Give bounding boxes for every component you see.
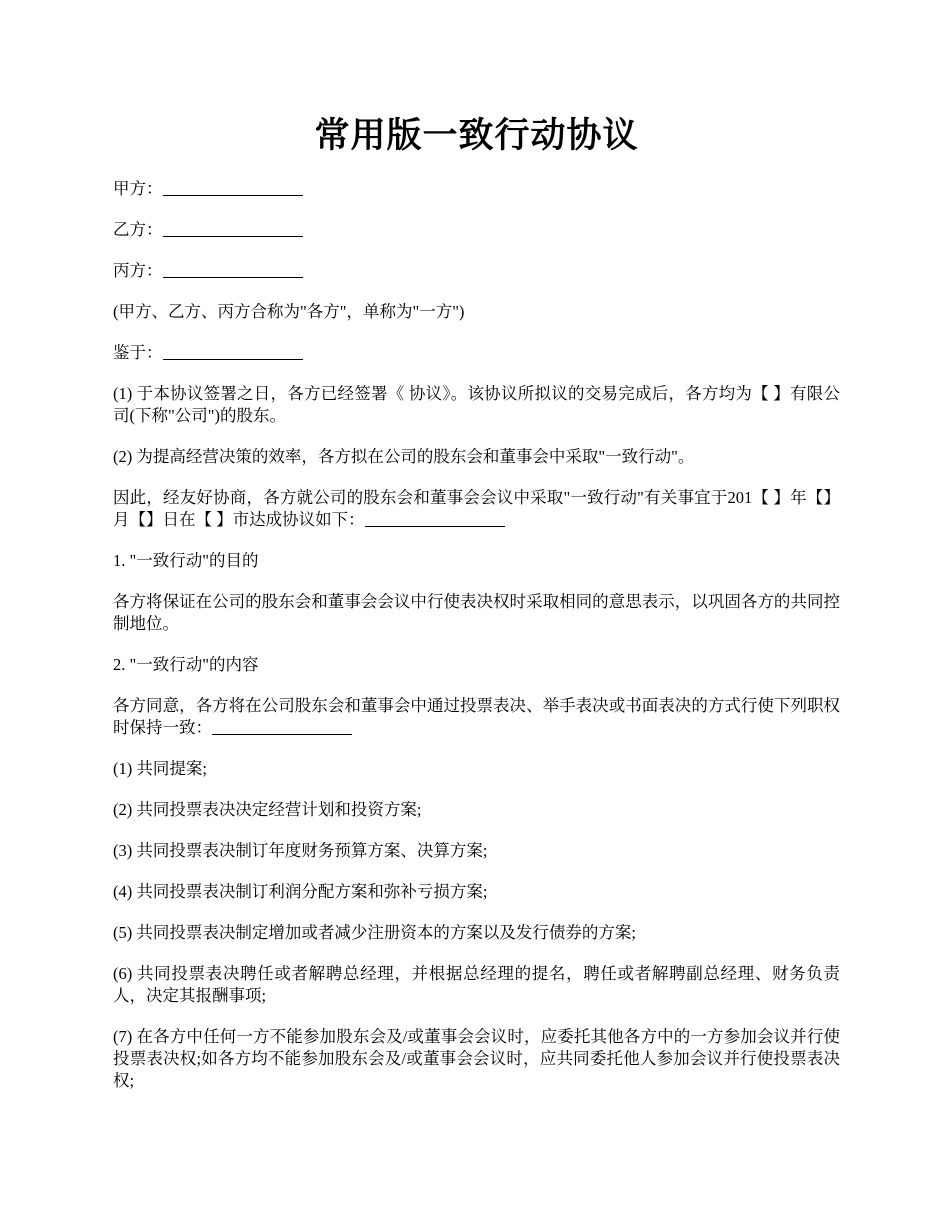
whereas-line (113, 342, 840, 364)
party-a-blank (163, 179, 303, 196)
document-page (113, 110, 840, 1111)
section-1-body: 各方将保证在公司的股东会和董事会会议中行使表决权时采取相同的意思表示，以巩固各方的共同控制地位。 (113, 592, 840, 633)
list-item: (6) 共同投票表决聘任或者解聘总经理，并根据总经理的提名，聘任或者解聘副总经理、财务负责人，决定其报酬事项; (113, 964, 840, 1005)
whereas-label: 鉴于： (113, 343, 163, 362)
party-a-line (113, 178, 840, 200)
list-item: (2) 共同投票表决决定经营计划和投资方案; (113, 800, 422, 819)
list-item: (1) 共同提案; (113, 759, 207, 778)
list-item: (5) 共同投票表决制定增加或者减少注册资本的方案以及发行债券的方案; (113, 923, 636, 942)
whereas-blank (163, 343, 303, 360)
list-item: (7) 在各方中任何一方不能参加股东会及/或董事会会议时，应委托其他各方中的一方参加会议并行使投票表决权;如各方均不能参加股东会及/或董事会会议时，应共同委托他人参加会议并行使投票表决权; (113, 1027, 840, 1090)
section-2-body-blank (212, 718, 352, 735)
collective-note: (甲方、乙方、丙方合称为"各方"，单称为"一方") (113, 302, 465, 321)
section-1-heading: 1. "一致行动"的目的 (113, 551, 259, 570)
section-2-body (113, 695, 840, 739)
party-c-blank (163, 261, 303, 278)
page-title: 常用版一致行动协议 (314, 116, 639, 155)
recital-2: (2) 为提高经营决策的效率，各方拟在公司的股东会和董事会中采取"一致行动"。 (113, 447, 695, 466)
party-b-label: 乙方： (113, 220, 163, 239)
party-b-line (113, 219, 840, 241)
party-c-label: 丙方： (113, 261, 163, 280)
list-item: (4) 共同投票表决制订利润分配方案和弥补亏损方案; (113, 882, 488, 901)
party-a-label: 甲方： (113, 179, 163, 198)
agreement-intro-blank (365, 510, 505, 527)
agreement-intro (113, 487, 840, 531)
party-b-blank (163, 220, 303, 237)
section-2-body-text: 各方同意，各方将在公司股东会和董事会中通过投票表决、举手表决或书面表决的方式行使下列职权时保持一致： (113, 696, 840, 737)
recital-1: (1) 于本协议签署之日，各方已经签署《 协议》。该协议所拟议的交易完成后，各方均为【 】有限公司(下称"公司")的股东。 (113, 384, 840, 425)
list-item: (3) 共同投票表决制订年度财务预算方案、决算方案; (113, 841, 488, 860)
party-c-line (113, 260, 840, 282)
section-2-heading: 2. "一致行动"的内容 (113, 655, 259, 674)
agreement-intro-text: 因此，经友好协商，各方就公司的股东会和董事会会议中采取"一致行动"有关事宜于201【 】年【】月【】日在【 】市达成协议如下： (113, 488, 840, 529)
